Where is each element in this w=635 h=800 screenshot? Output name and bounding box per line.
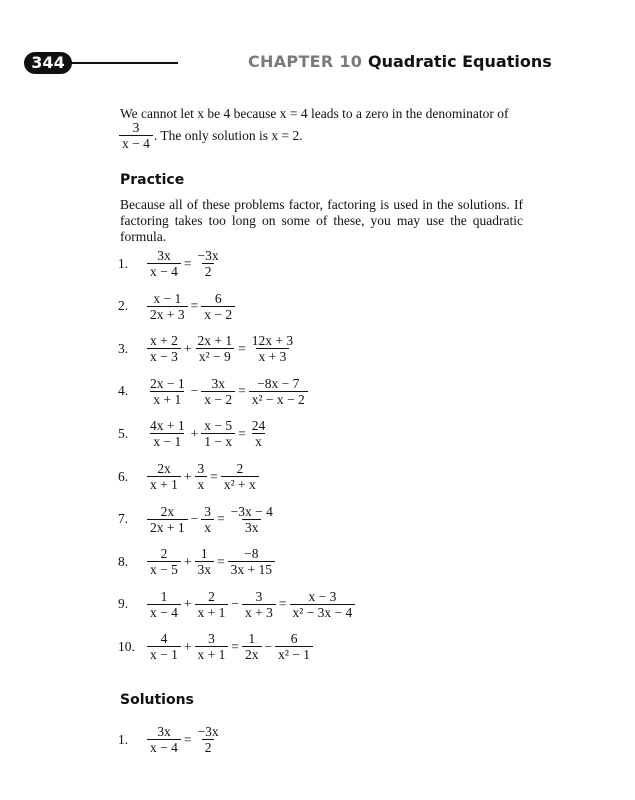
fraction	[228, 504, 276, 535]
fraction-numerator: 1	[160, 588, 168, 604]
fraction-numerator: 3	[197, 461, 205, 476]
fraction-numerator: 1	[200, 546, 208, 562]
fraction-denominator: 2	[202, 739, 215, 755]
fraction-numerator: 2	[208, 588, 215, 604]
fraction-denominator: 3x	[242, 519, 262, 535]
operator: =	[278, 596, 287, 612]
fraction-denominator: x² + x	[221, 476, 259, 492]
fraction-denominator: 2x + 3	[147, 306, 188, 322]
fraction	[275, 631, 313, 662]
operator: =	[190, 298, 199, 314]
fraction-denominator: x − 3	[147, 348, 181, 364]
fraction	[242, 631, 262, 662]
fraction-denominator: 2x	[242, 646, 262, 662]
practice-intro: Because all of these problems factor, factoring is used in the solutions. If factoring takes too long on some of these, you may use the quadratic formula.	[120, 197, 523, 244]
fraction-denominator: 2	[202, 263, 215, 279]
fraction	[249, 376, 308, 407]
fraction-numerator: 6	[214, 290, 222, 306]
fraction-numerator: 6	[290, 631, 298, 647]
fraction-numerator: 2x	[157, 461, 171, 476]
fraction	[147, 418, 188, 449]
fraction-numerator: 4	[160, 631, 168, 647]
fraction-denominator: x − 2	[201, 391, 235, 407]
fraction-denominator: x	[201, 519, 214, 535]
fraction-denominator: x + 1	[147, 476, 181, 492]
operator: −	[264, 638, 273, 654]
solution-problem	[118, 724, 223, 755]
fraction	[147, 248, 181, 279]
fraction-denominator: x − 1	[150, 433, 184, 449]
fraction-numerator: 2x	[160, 503, 175, 519]
fraction-numerator: x − 1	[153, 290, 182, 306]
practice-problem	[118, 418, 269, 449]
fraction-numerator: 1	[248, 631, 256, 647]
problem-number: 1.	[118, 255, 129, 271]
problem-number: 9.	[118, 596, 129, 612]
equation	[146, 589, 356, 620]
problem-number: 5.	[118, 425, 129, 441]
problem-number: 6.	[118, 468, 129, 484]
fraction-denominator: x² − x − 2	[249, 391, 308, 407]
fraction-numerator: 3	[208, 631, 215, 647]
intro-line-1: We cannot let x be 4 because x = 4 leads to a zero in the denominator of	[120, 106, 509, 121]
fraction-denominator: x − 4	[147, 263, 181, 279]
fraction	[249, 333, 296, 364]
fraction	[201, 418, 235, 449]
practice-problem	[118, 333, 297, 364]
practice-problem	[118, 376, 309, 407]
fraction-numerator: x − 3	[308, 588, 337, 604]
fraction	[195, 546, 215, 577]
problem-number: 7.	[118, 511, 129, 527]
fraction-numerator: 3x	[211, 375, 225, 391]
practice-problem	[118, 248, 223, 279]
operator: −	[190, 383, 199, 399]
fraction-denominator: x + 3	[256, 348, 290, 364]
equation	[146, 333, 297, 364]
fraction-numerator: −3x	[197, 248, 219, 263]
fraction	[195, 333, 236, 364]
equation	[146, 504, 277, 535]
problem-number: 2.	[118, 298, 129, 314]
practice-problem	[118, 461, 260, 492]
practice-problem	[118, 589, 356, 620]
fraction	[147, 546, 181, 577]
fraction-denominator: x + 1	[195, 646, 229, 662]
operator: =	[217, 511, 225, 527]
fraction-denominator: x − 4	[147, 604, 181, 620]
fraction	[201, 376, 235, 407]
operator: +	[183, 596, 192, 612]
equation	[146, 461, 260, 492]
problem-number: 3.	[118, 340, 129, 356]
operator: +	[183, 553, 192, 569]
fraction-denominator: x − 4	[147, 739, 181, 755]
fraction-denominator: x − 2	[201, 306, 235, 322]
fraction	[195, 461, 208, 492]
solutions-heading: Solutions	[120, 692, 194, 708]
problem-number: 1.	[118, 731, 129, 747]
fraction-denominator: x + 3	[242, 604, 276, 620]
fraction-numerator: 2	[236, 461, 244, 476]
fraction-denominator: 3x	[195, 561, 215, 577]
fraction-denominator: 2x + 1	[147, 519, 188, 535]
fraction-numerator: 3	[255, 588, 263, 604]
fraction	[290, 589, 356, 620]
fraction	[195, 631, 229, 662]
fraction-numerator: x − 5	[204, 418, 233, 434]
fraction-denominator: x − 4	[119, 135, 153, 151]
fraction-denominator: x + 1	[150, 391, 184, 407]
equation	[146, 291, 236, 322]
intro-line-2	[118, 120, 303, 151]
practice-problem	[118, 546, 276, 577]
operator: =	[217, 553, 225, 569]
equation	[146, 631, 314, 662]
fraction-numerator: 3	[132, 120, 140, 135]
operator: =	[183, 255, 192, 271]
fraction	[195, 589, 229, 620]
fraction	[242, 589, 276, 620]
fraction-numerator: x + 2	[150, 333, 178, 349]
practice-problem	[118, 504, 277, 535]
fraction-numerator: 2	[160, 546, 168, 562]
fraction	[249, 418, 269, 449]
fraction	[147, 504, 188, 535]
equation	[146, 724, 223, 755]
practice-heading: Practice	[120, 172, 185, 188]
chapter-title: Quadratic Equations	[368, 52, 552, 71]
fraction	[147, 376, 188, 407]
fraction	[147, 589, 181, 620]
fraction	[147, 461, 181, 492]
equation	[146, 546, 276, 577]
equation	[146, 248, 223, 279]
chapter-label: CHAPTER 10	[248, 52, 363, 71]
fraction	[228, 546, 275, 577]
fraction-numerator: 2x − 1	[150, 375, 185, 391]
intro-line-2-text: . The only solution is x = 2.	[153, 127, 303, 143]
equation	[146, 418, 269, 449]
fraction-denominator: x − 1	[147, 646, 181, 662]
fraction	[147, 724, 181, 755]
operator: −	[190, 511, 199, 527]
fraction-denominator: x	[252, 433, 265, 449]
fraction-numerator: 4x + 1	[150, 418, 185, 434]
fraction	[201, 504, 214, 535]
fraction-denominator: x + 1	[195, 604, 229, 620]
fraction-denominator: x² − 1	[275, 646, 313, 662]
fraction-denominator: 3x + 15	[228, 561, 275, 577]
fraction-numerator: −8x − 7	[257, 375, 300, 391]
fraction-denominator: 1 − x	[201, 433, 235, 449]
problem-number: 8.	[118, 553, 129, 569]
practice-problem	[118, 291, 236, 322]
operator: +	[190, 425, 199, 441]
fraction-numerator: 2x + 1	[197, 333, 233, 349]
fraction	[201, 291, 235, 322]
fraction-numerator: 12x + 3	[251, 333, 294, 349]
fraction	[147, 291, 188, 322]
operator: =	[238, 383, 246, 399]
operator: −	[231, 596, 239, 612]
fraction	[195, 248, 222, 279]
fraction-denominator: x² − 3x − 4	[290, 604, 356, 620]
operator: =	[238, 425, 246, 441]
header-rule	[68, 62, 178, 64]
operator: +	[183, 468, 192, 484]
operator: =	[183, 731, 192, 747]
fraction-numerator: −8	[244, 546, 259, 562]
fraction-numerator: −3x	[197, 724, 219, 739]
intro-fraction	[119, 120, 153, 151]
fraction-numerator: 3x	[157, 724, 171, 739]
operator: =	[210, 468, 218, 484]
equation	[146, 376, 309, 407]
fraction-denominator: x − 5	[147, 561, 181, 577]
fraction-denominator: x	[195, 476, 208, 492]
page-number: 344	[24, 52, 72, 74]
fraction-numerator: 3x	[157, 248, 171, 263]
fraction	[147, 631, 181, 662]
fraction	[147, 333, 181, 364]
fraction-numerator: −3x − 4	[230, 503, 273, 519]
operator: +	[183, 340, 192, 356]
fraction-numerator: 3	[204, 503, 211, 519]
fraction	[221, 461, 259, 492]
operator: =	[238, 340, 246, 356]
operator: +	[183, 638, 192, 654]
operator: =	[231, 638, 239, 654]
practice-problem	[118, 631, 314, 662]
problem-number: 10.	[118, 638, 135, 654]
fraction-numerator: 24	[251, 418, 266, 434]
fraction-denominator: x² − 9	[196, 348, 234, 364]
problem-number: 4.	[118, 383, 129, 399]
fraction	[195, 724, 222, 755]
